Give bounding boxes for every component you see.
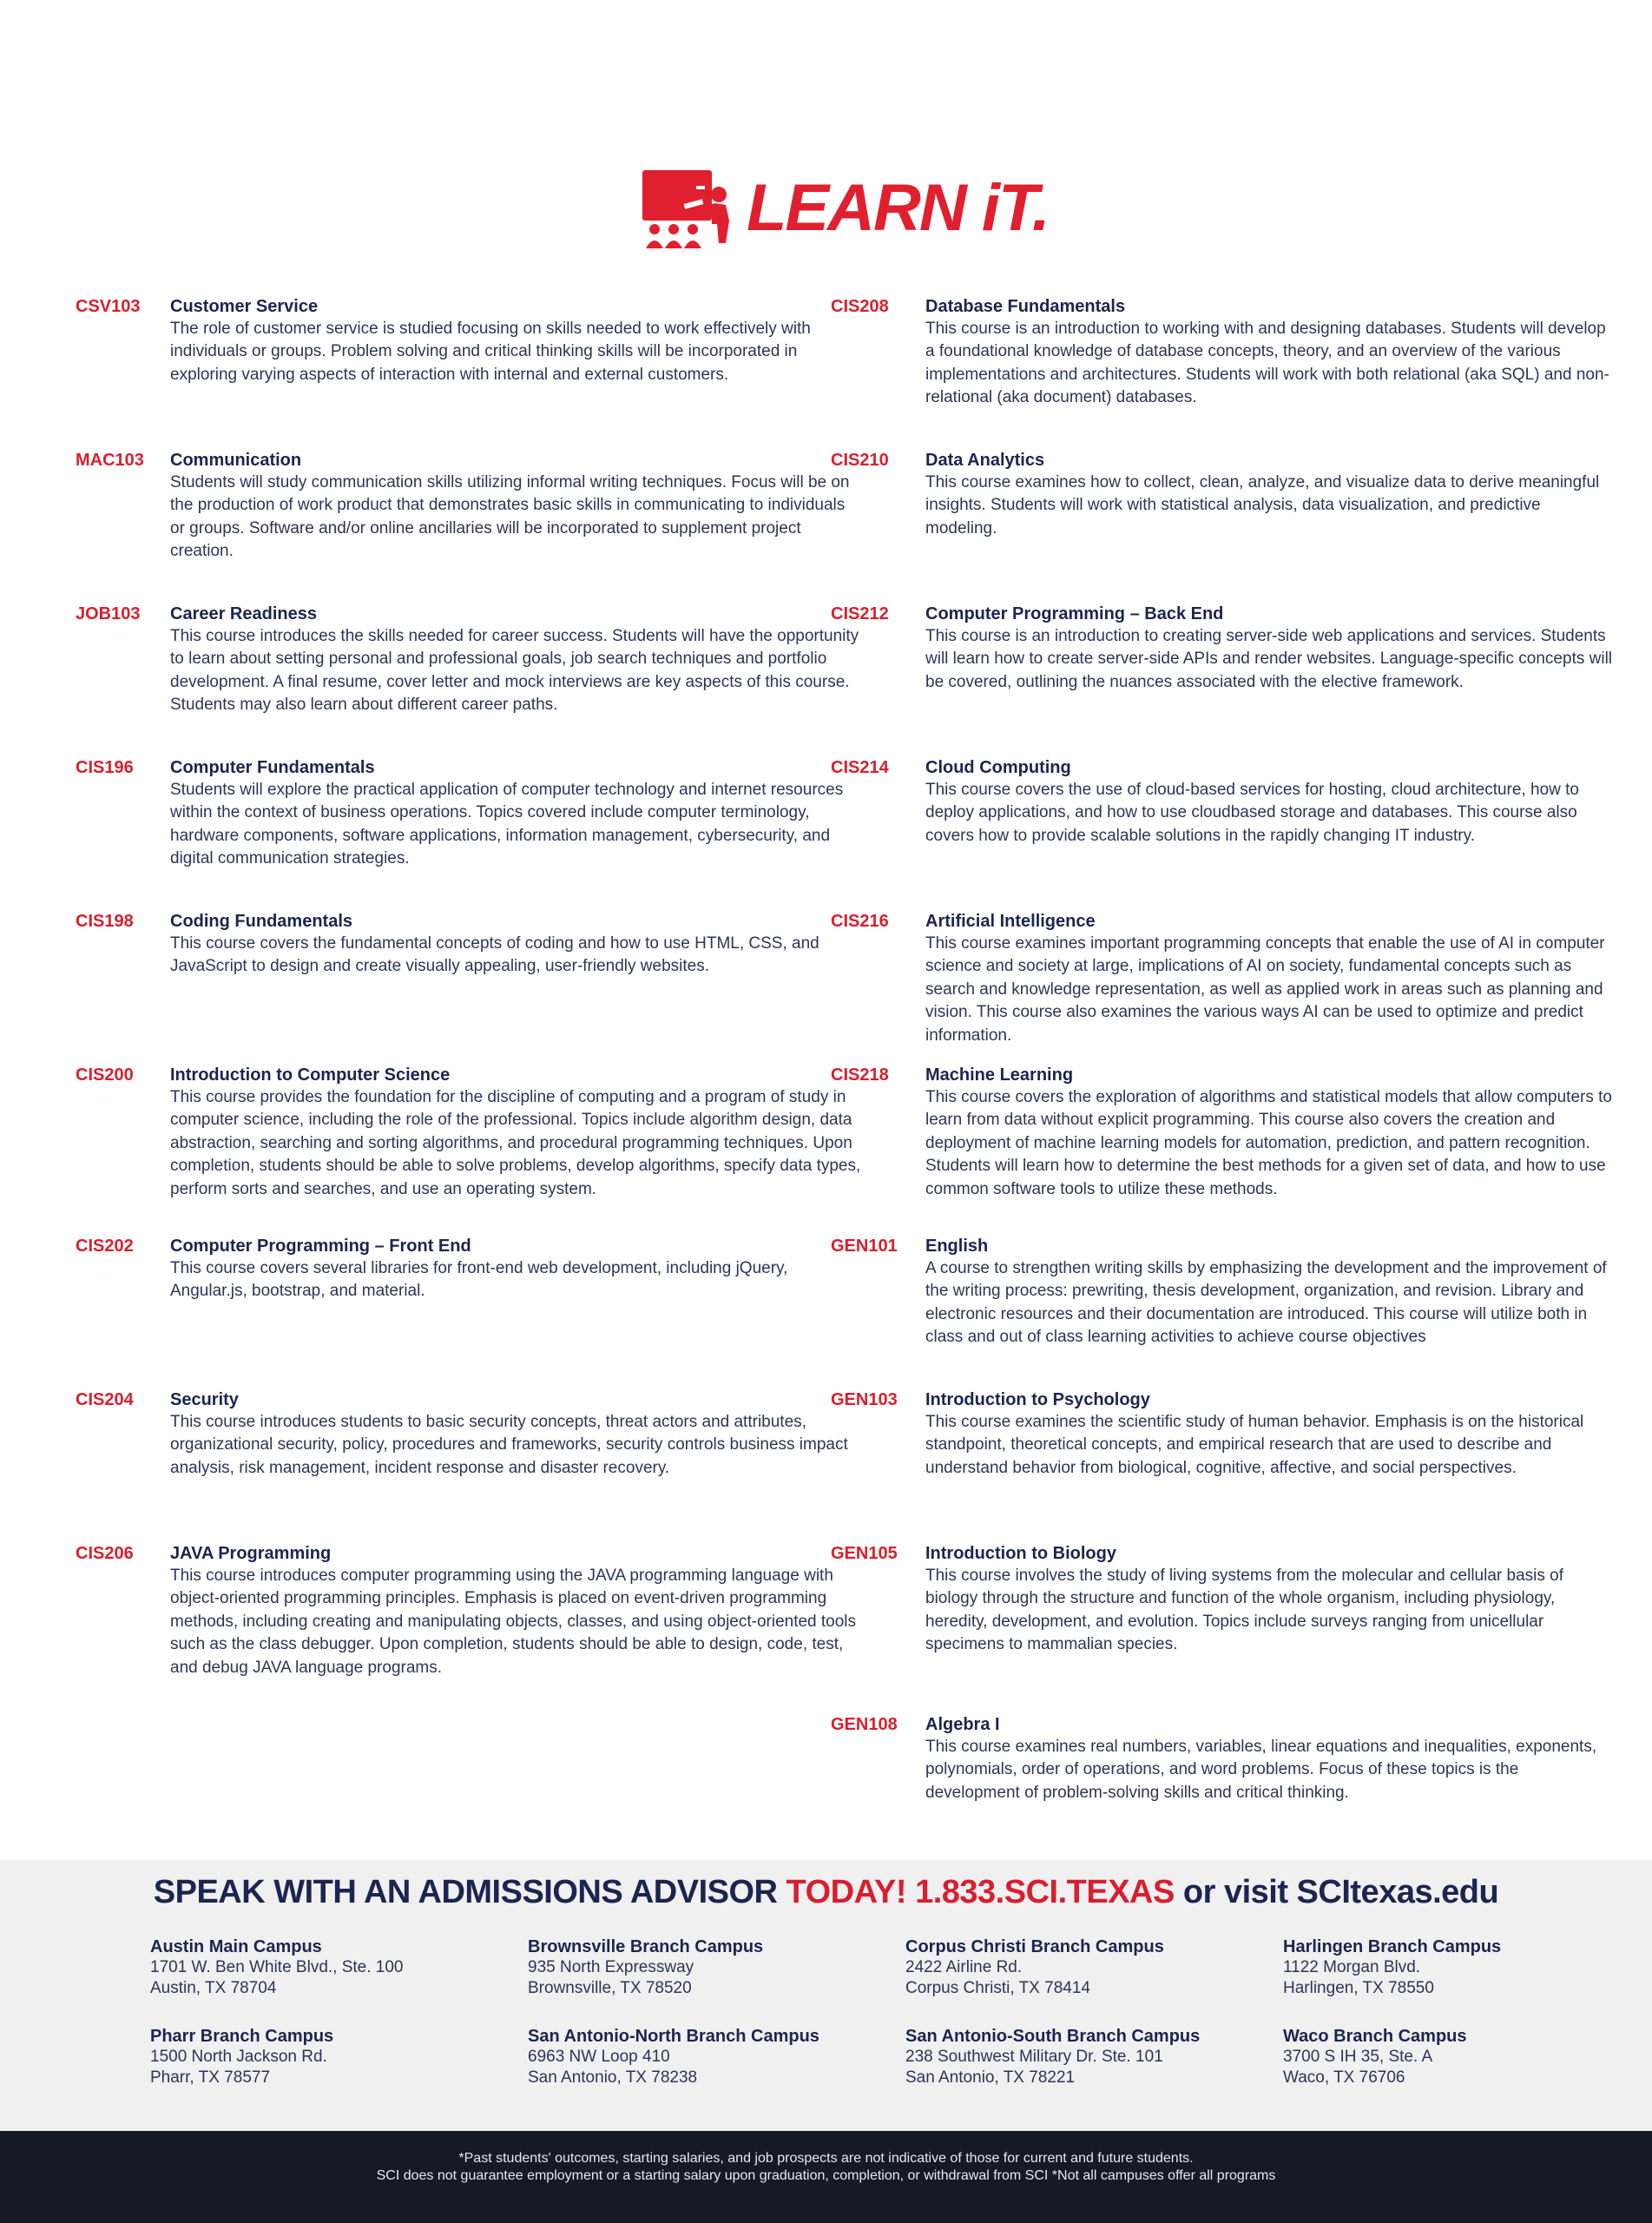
course-title: Communication [170,451,302,470]
campus-name: Harlingen Branch Campus [1283,1937,1502,1956]
course-description: This course is an introduction to working with and designing databases. Students will develop a foundational knowledge of database concepts, theory, and an overview of the various implementations and architectures. Students will work with both relational (aka SQL) and non-relational (aka document) databases. [925,320,1609,407]
course-description: This course covers several libraries for front-end web development, including jQuery, Angular.js, bootstrap, and material. [170,1259,788,1301]
course-description: This course introduces students to basic security concepts, threat actors and attributes, organizational security, policy, procedures and frameworks, security controls business impact analysis, risk management, incident response and disaster recovery. [170,1413,848,1477]
campus-address-line: 1500 North Jackson Rd. [150,2048,327,2066]
course-code: GEN105 [831,1544,898,1563]
course-title: Security [170,1390,239,1409]
footer-disclaimer [0,2150,1652,2185]
logo-wordmark: LEARN iT. [747,171,1049,245]
course-description: This course involves the study of living systems from the molecular and cellular basis of biology through the structure and function of the whole organism, including physiology, heredity, development, and evolution. Topics include surveys ranging from unicellular specimens to mammalian species. [925,1567,1563,1654]
course-title: Database Fundamentals [925,297,1126,316]
course-description: This course examines how to collect, clean, analyze, and visualize data to derive meaningful insights. Students will work with statistical analysis, data visualization, and predictive modeling. [925,473,1600,538]
course-description: This course introduces the skills needed for career success. Students will have the opportunity to learn about setting personal and professional goals, job search techniques and portfolio development. A final resume, cover letter and mock interviews are key aspects of this course. Students may also learn about different career paths. [170,627,859,715]
course-title: Introduction to Biology [925,1544,1116,1563]
cta-website[interactable]: or visit SCItexas.edu [1174,1874,1499,1910]
course-title: Computer Fundamentals [170,758,375,777]
campus-entry [150,1936,515,1999]
course-column-right [831,295,1612,1806]
course-code: CIS214 [831,758,889,777]
course-description: This course covers the use of cloud-based services for hosting, cloud architecture, how to deploy applications, and how to use cloudbased storage and databases. This course also covers how to provide scalable solutions in the rapidly changing IT industry. [925,781,1579,845]
course-code: GEN101 [831,1237,898,1256]
campus-entry [150,2026,515,2088]
campus-entry [528,1936,892,1999]
course-code: GEN108 [831,1715,898,1734]
presenter-classroom-icon [642,168,738,255]
campus-city-line: San Antonio, TX 78221 [905,2068,1076,2087]
course-code: MAC103 [76,451,144,470]
course-description: The role of customer service is studied focusing on skills needed to work effectively with individuals or groups. Problem solving and critical thinking skills will be incorporated in exploring varying aspects of interaction with internal and external customers. [170,320,811,384]
course-code: CIS198 [76,912,134,931]
course-description: This course covers the exploration of algorithms and statistical models that allow computers to learn from data without explicit programming. This course also covers the creation and deployment of machine learning models for automation, prediction, and pattern recognition. Students will learn how to determine the best methods for a given set of data, and how to use common software tools to utilize these methods. [925,1088,1612,1198]
course-code: CIS202 [76,1237,134,1256]
course-title: Customer Service [170,297,319,316]
course-description: This course provides the foundation for the discipline of computing and a program of study in computer science, including the role of the professional. Topics include algorithm design, data abstraction, searching and sorting algorithms, and procedural programming techniques. Upon completion, students should be able to solve problems, develop algorithms, specify data types, perform sorts and searches, and use an operating system. [170,1088,861,1198]
campus-entry [905,1936,1270,1999]
cta-phone[interactable]: TODAY! 1.833.SCI.TEXAS [786,1874,1175,1910]
campus-name: Pharr Branch Campus [150,2027,334,2046]
course-code: CSV103 [76,297,141,316]
campus-name: San Antonio-South Branch Campus [905,2027,1201,2046]
course-title: JAVA Programming [170,1544,332,1563]
course-description: This course examines important programming concepts that enable the use of AI in computer science and society at large, implications of AI on society, fundamental concepts such as search and knowledge representation, as well as applied work in areas such as planning and vision. This course also examines the various ways AI can be used to optimize and predict information. [925,934,1605,1045]
course-description: This course is an introduction to creating server-side web applications and services. Students will learn how to create server-side APIs and render websites. Language-specific concepts will be covered, outlining the nuances associated with the elective framework. [925,627,1613,691]
course-title: Algebra I [925,1715,1000,1734]
campus-address-line: 1122 Morgan Blvd. [1283,1958,1421,1976]
campus-address-line: 6963 NW Loop 410 [528,2048,670,2066]
campus-name: Waco Branch Campus [1283,2027,1467,2046]
campus-address-line: 238 Southwest Military Dr. Ste. 101 [905,2048,1163,2066]
course-code: JOB103 [76,604,141,623]
course-description: This course covers the fundamental concepts of coding and how to use HTML, CSS, and JavaScript to design and create visually appealing, user-friendly websites. [170,934,819,976]
course-title: Machine Learning [925,1065,1074,1085]
campus-entry [528,2026,892,2088]
cta-text: SPEAK WITH AN ADMISSIONS ADVISOR [153,1874,787,1910]
course-description: This course examines real numbers, variables, linear equations and inequalities, exponents, polynomials, order of operations, and word problems. Focus of these topics is the development of problem-solving skills and critical thinking. [925,1738,1597,1802]
campus-city-line: Pharr, TX 78577 [150,2068,271,2087]
campus-city-line: Austin, TX 78704 [150,1979,277,1997]
campus-address-line: 2422 Airline Rd. [905,1958,1023,1976]
course-title: Introduction to Computer Science [170,1065,451,1085]
campus-city-line: Waco, TX 76706 [1283,2068,1405,2087]
campus-name: Brownsville Branch Campus [528,1937,764,1956]
course-column-left [76,295,861,1806]
course-title: Coding Fundamentals [170,912,352,931]
admissions-call-to-action [0,1874,1652,1911]
course-code: CIS206 [76,1544,134,1563]
course-title: Cloud Computing [925,758,1071,777]
course-code: CIS196 [76,758,134,777]
disclaimer-line: SCI does not guarantee employment or a starting salary upon graduation, completion, or withdrawal from SCI *Not all campuses offer all programs [376,2168,1276,2183]
course-code: GEN103 [831,1390,898,1409]
course-description: Students will study communication skills utilizing informal writing techniques. Focus will be on the production of work product that demonstrates basic skills in communicating to individuals or groups. Software and/or online ancillaries will be incorporated to supplement project creation. [170,473,850,561]
course-code: CIS200 [76,1065,134,1085]
course-title: Computer Programming – Front End [170,1237,471,1256]
course-description: This course examines the scientific study of human behavior. Emphasis is on the historical standpoint, theoretical concepts, and empirical research that are used to describe and understand behavior from biological, cognitive, affective, and social perspectives. [925,1413,1584,1477]
course-code: CIS216 [831,912,889,931]
campus-address-line: 1701 W. Ben White Blvd., Ste. 100 [150,1958,404,1976]
course-title: Career Readiness [170,604,317,623]
course-code: CIS210 [831,451,889,470]
disclaimer-line: *Past students' outcomes, starting salaries, and job prospects are not indicative of those for current and future students. [458,2151,1194,2166]
campus-entry [905,2026,1270,2088]
campus-list [150,1936,1626,2093]
campus-city-line: Harlingen, TX 78550 [1283,1979,1434,1997]
campus-city-line: Brownsville, TX 78520 [528,1979,692,1997]
course-title: Computer Programming – Back End [925,604,1224,623]
course-description: Students will explore the practical application of computer technology and internet resources within the context of business operations. Topics covered include computer terminology, hardware components, software applications, information management, cybersecurity, and digital communication strategies. [170,781,844,868]
course-title: Data Analytics [925,451,1045,470]
course-code: CIS218 [831,1065,889,1085]
campus-name: Austin Main Campus [150,1937,322,1956]
campus-address-line: 935 North Expressway [528,1958,694,1976]
course-title: Artificial Intelligence [925,912,1096,931]
campus-city-line: Corpus Christi, TX 78414 [905,1979,1090,1997]
course-description: This course introduces computer programming using the JAVA programming language with object-oriented programming principles. Emphasis is placed on event-driven programming methods, including creating and manipulating objects, classes, and using object-oriented tools such as the class debugger. Upon completion, students should be able to design, code, test, and debug JAVA language programs. [170,1567,857,1677]
campus-entry [1283,1936,1648,1999]
campus-entry [1283,2026,1648,2088]
campus-name: San Antonio-North Branch Campus [528,2027,819,2046]
campus-city-line: San Antonio, TX 78238 [528,2068,698,2087]
learn-it-logo [642,168,1049,255]
course-description: A course to strengthen writing skills by emphasizing the development and the improvement of the writing process: prewriting, thesis development, organization, and revision. Library and electronic resources and their documentation are introduced. This course will utilize both in class and out of class learning activities to achieve course objectives [925,1259,1607,1347]
course-code: CIS204 [76,1390,134,1409]
course-title: English [925,1237,989,1256]
course-code: CIS208 [831,297,889,316]
campus-address-line: 3700 S IH 35, Ste. A [1283,2048,1433,2066]
course-code: CIS212 [831,604,889,623]
campus-name: Corpus Christi Branch Campus [905,1937,1164,1956]
course-title: Introduction to Psychology [925,1390,1150,1409]
